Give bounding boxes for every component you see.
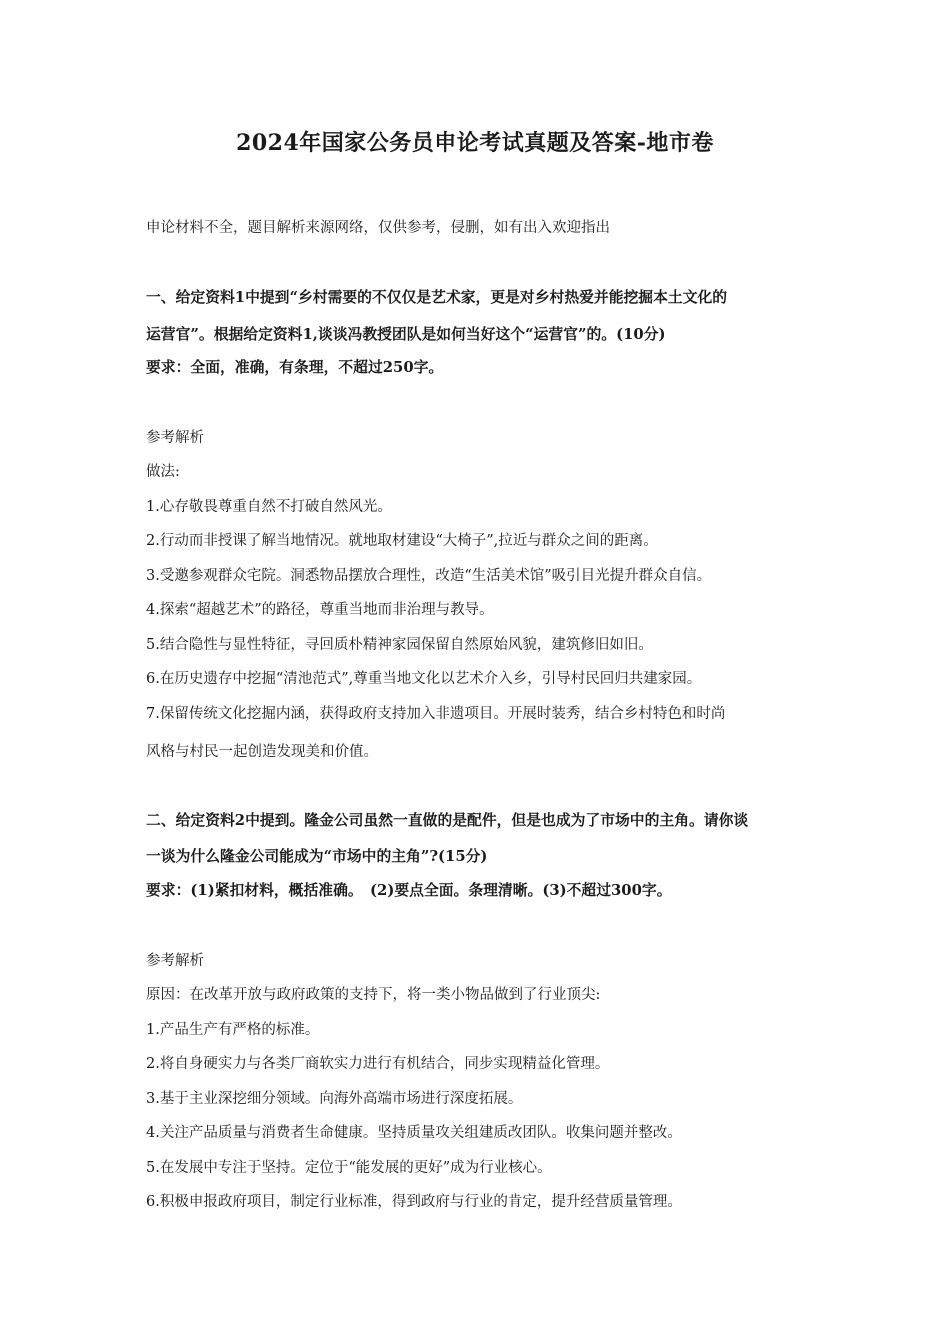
answer-2-item: 2.将自身硬实力与各类厂商软实力进行有机结合，同步实现精益化管理。 <box>146 1056 610 1072</box>
answer-2-item: 3.基于主业深挖细分领域。向海外高端市场进行深度拓展。 <box>146 1091 523 1107</box>
answer-1-item: 6.在历史遗存中挖掘“清池范式”,尊重当地文化以艺术介入乡，引导村民回归共建家园。 <box>146 671 702 687</box>
question-2-line-2: 一谈为什么隆金公司能成为“市场中的主角”?(15分) <box>146 848 488 865</box>
question-1-line-1: 一、给定资料1中提到“乡村需要的不仅仅是艺术家，更是对乡村热爱并能挖掘本土文化的 <box>146 289 728 306</box>
question-1-line-2: 运营官”。根据给定资料1,谈谈冯教授团队是如何当好这个“运营官”的。(10分) <box>146 326 666 343</box>
answer-1-item: 7.保留传统文化挖掘内涵，获得政府支持加入非遗项目。开展时装秀，结合乡村特色和时尚 <box>146 706 726 722</box>
answer-2-item: 6.积极申报政府项目，制定行业标准，得到政府与行业的肯定，提升经营质量管理。 <box>146 1194 682 1210</box>
answer-2-item: 4.关注产品质量与消费者生命健康。坚持质量攻关组建质改团队。收集问题并整改。 <box>146 1125 682 1141</box>
answer-1-item: 5.结合隐性与显性特征，寻回质朴精神家园保留自然原始风貌，建筑修旧如旧。 <box>146 637 653 653</box>
document-title: 2024年国家公务员申论考试真题及答案-地市卷 <box>236 130 714 156</box>
answer-1-item-continuation: 风格与村民一起创造发现美和价值。 <box>146 744 378 760</box>
answer-1-heading: 参考解析 <box>146 430 204 446</box>
question-2-requirement: 要求：(1)紧扣材料，概括准确。 (2)要点全面。条理清晰。(3)不超过300字。 <box>146 882 672 899</box>
answer-1-item: 1.心存敬畏尊重自然不打破自然风光。 <box>146 499 392 515</box>
question-2-line-1: 二、给定资料2中提到。隆金公司虽然一直做的是配件，但是也成为了市场中的主角。请你谈 <box>146 812 749 829</box>
answer-1-item: 3.受邀参观群众宅院。洞悉物品摆放合理性，改造“生活美术馆”吸引目光提升群众自信。 <box>146 568 712 584</box>
answer-1-lead: 做法: <box>146 464 180 480</box>
answer-1-item: 2.行动而非授课了解当地情况。就地取材建设“大椅子”,拉近与群众之间的距离。 <box>146 533 658 549</box>
answer-2-lead: 原因：在改革开放与政府政策的支持下，将一类小物品做到了行业顶尖: <box>146 987 601 1003</box>
answer-2-item: 1.产品生产有严格的标准。 <box>146 1022 320 1038</box>
answer-1-item: 4.探索“超越艺术”的路径，尊重当地而非治理与教导。 <box>146 602 494 618</box>
question-1-requirement: 要求：全面，准确，有条理，不超过250字。 <box>146 359 444 376</box>
answer-2-item: 5.在发展中专注于坚持。定位于“能发展的更好”成为行业核心。 <box>146 1160 552 1176</box>
intro-note: 申论材料不全，题目解析来源网络，仅供参考，侵删，如有出入欢迎指出 <box>146 220 610 236</box>
answer-2-heading: 参考解析 <box>146 953 204 969</box>
